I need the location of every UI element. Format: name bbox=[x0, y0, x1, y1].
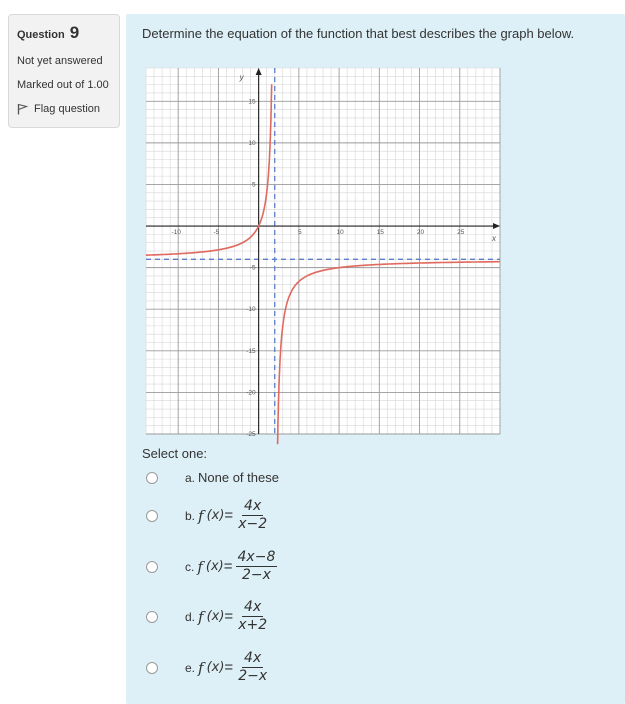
x-tick-label: -5 bbox=[213, 229, 220, 237]
y-axis-arrow bbox=[256, 68, 262, 75]
denominator: 2−x bbox=[241, 567, 271, 583]
x-tick-label: 15 bbox=[376, 229, 384, 237]
fraction bbox=[236, 498, 269, 533]
y-tick-label: -20 bbox=[246, 389, 256, 397]
function-argument: (x) bbox=[206, 660, 225, 675]
function-name: f bbox=[197, 557, 203, 576]
question-info-panel bbox=[8, 14, 120, 128]
denominator: 2−x bbox=[238, 668, 268, 684]
curve-right-branch bbox=[278, 262, 500, 445]
equals-sign: = bbox=[223, 558, 233, 575]
question-number-value: 9 bbox=[69, 23, 80, 42]
option-letter: c. bbox=[185, 559, 195, 574]
x-tick-label: 20 bbox=[416, 229, 425, 237]
fraction bbox=[236, 549, 278, 584]
x-axis-arrow bbox=[493, 223, 500, 229]
numerator: 4x bbox=[244, 498, 262, 514]
question-label: Question bbox=[17, 29, 65, 41]
equals-sign: = bbox=[224, 507, 234, 524]
y-tick-label: 10 bbox=[248, 139, 256, 147]
y-tick-label: -5 bbox=[249, 264, 256, 272]
option-b[interactable] bbox=[146, 498, 269, 533]
select-one-prompt: Select one: bbox=[142, 446, 208, 461]
option-letter: d. bbox=[185, 609, 196, 624]
function-argument: (x) bbox=[206, 609, 225, 624]
x-tick-label: -10 bbox=[171, 229, 181, 237]
flag-question-label: Flag question bbox=[34, 103, 101, 115]
option-d[interactable] bbox=[146, 599, 269, 634]
fraction bbox=[236, 650, 269, 685]
equals-sign: = bbox=[224, 659, 234, 676]
question-number bbox=[17, 23, 119, 43]
function-name: f bbox=[198, 607, 204, 626]
function-name: f bbox=[198, 506, 204, 525]
numerator: 4x bbox=[244, 599, 262, 615]
marks-text: Marked out of 1.00 bbox=[17, 79, 109, 91]
fraction bbox=[236, 599, 269, 634]
y-tick-label: 15 bbox=[248, 98, 256, 106]
question-content bbox=[126, 14, 625, 704]
function-argument: (x) bbox=[206, 508, 225, 523]
y-axis-label: y bbox=[239, 73, 244, 82]
option-b-radio[interactable] bbox=[146, 510, 158, 522]
y-tick-label: -15 bbox=[246, 347, 256, 355]
question-text: Determine the equation of the function that best describes the graph below. bbox=[142, 26, 575, 41]
x-tick-label: 10 bbox=[336, 229, 344, 237]
option-d-label[interactable] bbox=[185, 599, 269, 634]
function-argument: (x) bbox=[205, 559, 224, 574]
x-tick-label: 25 bbox=[457, 229, 465, 237]
option-letter: a. bbox=[185, 470, 196, 485]
denominator: x+2 bbox=[238, 617, 268, 633]
option-e-label[interactable] bbox=[185, 650, 269, 685]
x-tick-label: 5 bbox=[298, 229, 302, 237]
function-name: f bbox=[198, 658, 204, 677]
equals-sign: = bbox=[224, 608, 234, 625]
graph-svg bbox=[146, 68, 500, 438]
numerator: 4x bbox=[244, 650, 262, 666]
option-b-label[interactable] bbox=[185, 498, 269, 533]
option-d-radio[interactable] bbox=[146, 611, 158, 623]
option-letter: b. bbox=[185, 508, 196, 523]
option-a-label[interactable] bbox=[185, 470, 279, 485]
option-text: None of these bbox=[198, 470, 279, 485]
option-c[interactable] bbox=[146, 549, 277, 584]
option-c-label[interactable] bbox=[185, 549, 277, 584]
option-a-radio[interactable] bbox=[146, 472, 158, 484]
option-letter: e. bbox=[185, 660, 196, 675]
function-graph bbox=[146, 68, 500, 438]
answer-status: Not yet answered bbox=[17, 55, 103, 67]
x-axis-label: x bbox=[492, 234, 496, 244]
y-tick-label: -25 bbox=[246, 431, 256, 438]
option-a[interactable] bbox=[146, 470, 279, 485]
flag-icon bbox=[17, 103, 28, 115]
option-e[interactable] bbox=[146, 650, 269, 685]
y-tick-label: -10 bbox=[246, 306, 256, 314]
flag-question-link[interactable] bbox=[17, 103, 119, 115]
option-c-radio[interactable] bbox=[146, 561, 158, 573]
y-tick-label: 5 bbox=[252, 181, 256, 189]
numerator: 4x−8 bbox=[237, 549, 276, 565]
option-e-radio[interactable] bbox=[146, 662, 158, 674]
denominator: x−2 bbox=[238, 516, 268, 532]
